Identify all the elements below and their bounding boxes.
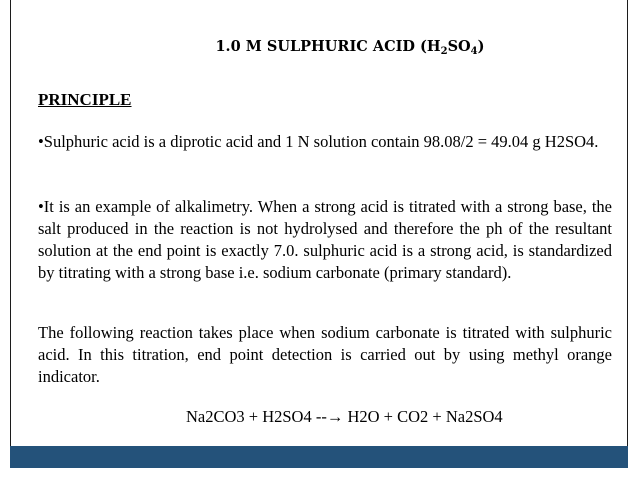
principle-heading: PRINCIPLE: [38, 90, 132, 109]
reaction-equation: Na2CO3 + H2SO4 --→ H2O + CO2 + Na2SO4: [186, 407, 503, 426]
paragraph-alkalimetry: •It is an example of alkalimetry. When a strong acid is titrated with a strong base, the salt produced in the reaction is not hydrolysed and therefore the ph of the resultant solution at the end point is exactly 7.0. sulphuric acid is a strong acid, is standardized by titrating with a strong base i.e. sodium carbonate (primary standard).: [38, 197, 612, 282]
footer-bar: [10, 446, 628, 468]
title-text-main: 1.0 M SULPHURIC ACID (H: [215, 38, 441, 55]
title-text-end: ): [477, 38, 485, 55]
paragraph-reaction: The following reaction takes place when sodium carbonate is titrated with sulphuric acid. In this titration, end point detection is carried out by using methyl orange indicator.: [38, 323, 612, 386]
slide-border-left: [10, 0, 11, 468]
title-text-mid: SO: [447, 38, 471, 55]
title-subscript-2: 2: [440, 46, 448, 57]
slide-title: [0, 38, 638, 57]
title-subscript-4: 4: [470, 46, 478, 57]
paragraph-diprotic: •Sulphuric acid is a diprotic acid and 1 N solution contain 98.08/2 = 49.04 g H2SO4.: [38, 132, 599, 151]
slide-border-right: [627, 0, 628, 468]
